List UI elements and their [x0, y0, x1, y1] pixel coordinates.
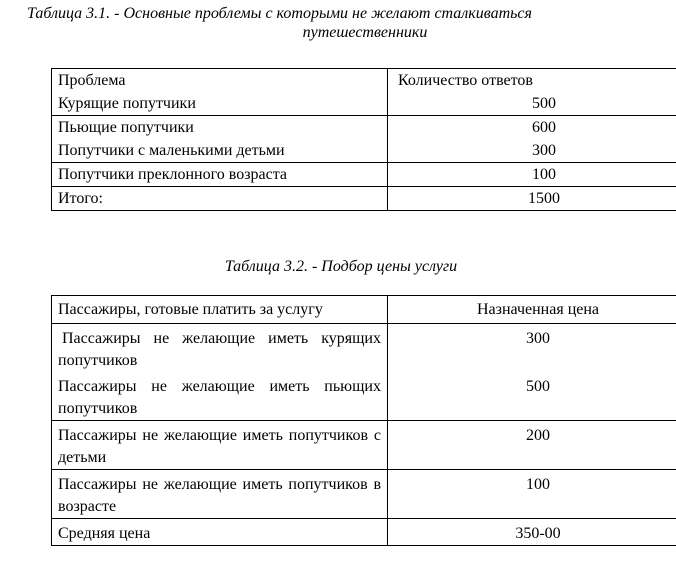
table-row	[52, 296, 676, 324]
table-3-1-caption-line2: путешественники	[302, 24, 428, 41]
row-label	[52, 324, 388, 373]
row-label-text: Попутчики с маленькими детьми	[58, 142, 285, 159]
column-header-value: Количество ответов	[388, 69, 676, 93]
row-value: 200	[388, 421, 676, 470]
column-header-label	[52, 69, 388, 93]
row-label	[52, 421, 388, 470]
row-label-text: Пассажиры не желающие иметь попутчиков с детьми	[58, 427, 381, 466]
row-label	[52, 92, 388, 116]
row-value: 350-00	[388, 519, 676, 546]
table-row-group	[52, 69, 676, 116]
row-value: 300	[388, 324, 676, 373]
row-label-text: Попутчики преклонного возраста	[58, 166, 288, 183]
row-label-text: Пассажиры не желающие иметь попутчиков в возрасте	[58, 476, 381, 515]
row-label-text: Курящие попутчики	[58, 95, 196, 112]
table-row	[52, 421, 676, 470]
table-row	[52, 324, 676, 373]
row-value: 500	[388, 372, 676, 421]
table-row	[52, 519, 676, 546]
table-3-2-header-label: Пассажиры, готовые платить за услугу	[58, 301, 323, 318]
row-label-text: Пьющие попутчики	[58, 119, 194, 136]
table-row	[52, 163, 676, 187]
row-value: 100	[388, 470, 676, 519]
row-label-text: Пассажиры не желающие иметь курящих попутчиков	[58, 330, 381, 369]
table-3-2	[51, 295, 676, 546]
table-row	[52, 116, 676, 140]
row-label	[52, 187, 388, 211]
row-label	[52, 163, 388, 187]
table-3-1-caption	[27, 4, 676, 42]
table-3-2-header	[52, 296, 676, 324]
row-value: 300	[388, 139, 676, 163]
table-row-group	[52, 116, 676, 163]
table-row-group	[52, 163, 676, 187]
row-value: 500	[388, 92, 676, 116]
table-row-group	[52, 519, 676, 546]
table-row-group	[52, 324, 676, 421]
row-value: 1500	[388, 187, 676, 211]
row-label-text: Средняя цена	[58, 525, 151, 542]
row-value: 100	[388, 163, 676, 187]
row-label-text: Итого:	[58, 190, 103, 207]
row-label	[52, 519, 388, 546]
table-row	[52, 372, 676, 421]
table-row-group	[52, 187, 676, 211]
table-row	[52, 187, 676, 211]
table-row	[52, 92, 676, 116]
row-label-text: Проблема	[58, 72, 126, 89]
row-label	[52, 139, 388, 163]
row-value: 600	[388, 116, 676, 140]
table-3-1	[51, 68, 676, 211]
table-row-group	[52, 421, 676, 470]
table-row-group	[52, 470, 676, 519]
row-label-text: Пассажиры не желающие иметь пьющих попутчиков	[58, 378, 381, 417]
table-3-1-caption-line1: Таблица 3.1. - Основные проблемы с которыми не желают сталкиваться	[27, 5, 532, 22]
table-3-2-header-value: Назначенная цена	[388, 296, 676, 324]
row-label	[52, 116, 388, 140]
row-label	[52, 470, 388, 519]
row-label	[52, 372, 388, 421]
table-row	[52, 139, 676, 163]
table-row	[52, 470, 676, 519]
table-3-2-caption: Таблица 3.2. - Подбор цены услуги	[224, 258, 458, 275]
table-header-row	[52, 69, 676, 93]
